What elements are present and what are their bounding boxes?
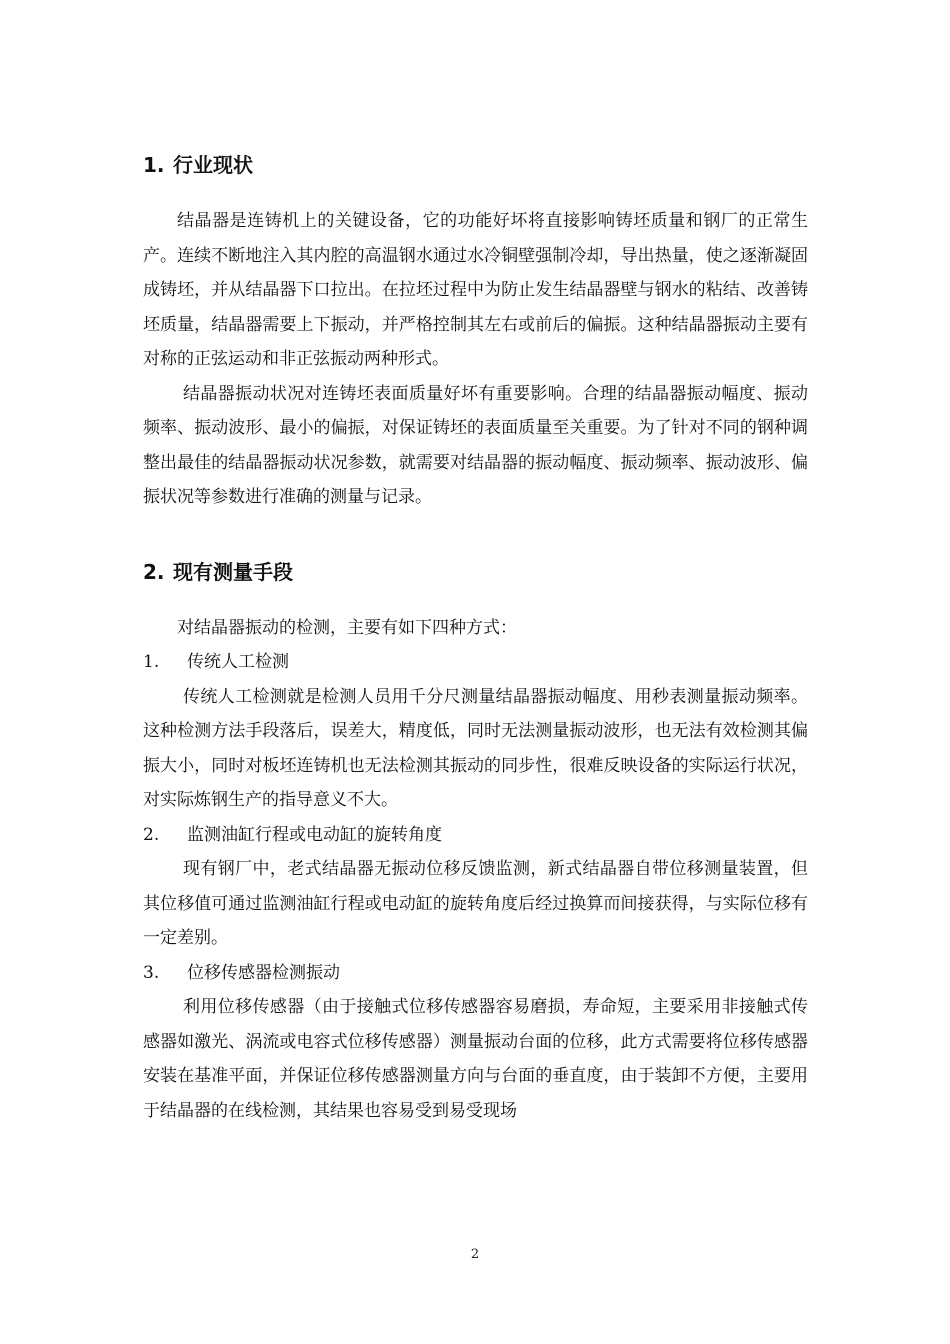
method-item-heading <box>143 645 808 680</box>
page-content <box>143 148 808 1128</box>
method-item-text: 利用位移传感器（由于接触式位移传感器容易磨损，寿命短，主要采用非接触式传感器如激光、涡流或电容式位移传感器）测量振动台面的位移，此方式需要将位移传感器安装在基准平面，并保证位移传感器测量方向与台面的垂直度，由于装卸不方便，主要用于结晶器的在线检测，其结果也容易受到易受现场 <box>143 997 808 1121</box>
method-item-text: 现有钢厂中，老式结晶器无振动位移反馈监测，新式结晶器自带位移测量装置，但其位移值可通过监测油缸行程或电动缸的旋转角度后经过换算而间接获得，与实际位移有一定差别。 <box>143 859 808 948</box>
paragraph: 结晶器是连铸机上的关键设备，它的功能好坏将直接影响铸坯质量和钢厂的正常生产。连续不断地注入其内腔的高温钢水通过水冷铜壁强制冷却，导出热量，使之逐渐凝固成铸坯，并从结晶器下口拉出。在拉坯过程中为防止发生结晶器壁与钢水的粘结、改善铸坯质量，结晶器需要上下振动，并严格控制其左右或前后的偏振。这种结晶器振动主要有对称的正弦运动和非正弦振动两种形式。 <box>143 211 808 369</box>
section-number: 1. <box>143 153 165 177</box>
section-title: 行业现状 <box>173 153 253 177</box>
section-heading-1 <box>143 148 808 182</box>
item-title: 监测油缸行程或电动缸的旋转角度 <box>187 824 442 845</box>
section-heading-2 <box>143 555 808 589</box>
method-item-text: 传统人工检测就是检测人员用千分尺测量结晶器振动幅度、用秒表测量振动频率。这种检测方法手段落后，误差大，精度低，同时无法测量振动波形，也无法有效检测其偏振大小，同时对板坯连铸机也无法检测其振动的同步性，很难反映设备的实际运行状况，对实际炼钢生产的指导意义不大。 <box>143 686 808 810</box>
section-title: 现有测量手段 <box>173 559 293 584</box>
section-number: 2. <box>143 559 165 584</box>
item-title: 位移传感器检测振动 <box>187 962 340 983</box>
item-number: 1. <box>143 652 160 672</box>
paragraph: 结晶器振动状况对连铸坯表面质量好坏有重要影响。合理的结晶器振动幅度、振动频率、振动波形、最小的偏振，对保证铸坯的表面质量至关重要。为了针对不同的钢种调整出最佳的结晶器振动状况参数，就需要对结晶器的振动幅度、振动频率、振动波形、偏振状况等参数进行准确的测量与记录。 <box>143 383 808 507</box>
section-intro: 对结晶器振动的检测，主要有如下四种方式： <box>177 617 517 638</box>
item-number: 3. <box>143 962 160 983</box>
page-number: 2 <box>470 1247 480 1262</box>
item-title: 传统人工检测 <box>187 652 289 672</box>
item-number: 2. <box>143 824 160 845</box>
method-item-heading <box>143 818 808 853</box>
method-item-heading <box>143 956 808 991</box>
